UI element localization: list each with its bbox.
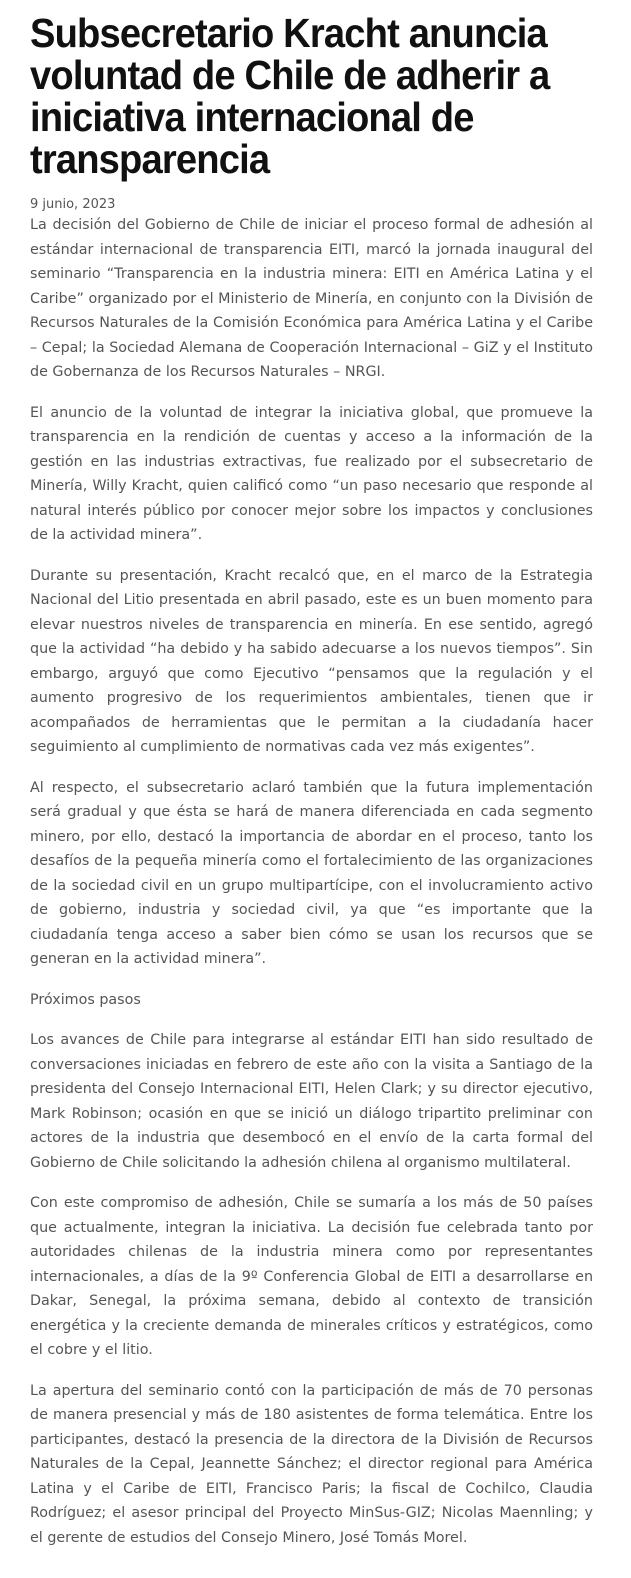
article-paragraph: La decisión del Gobierno de Chile de iniciar el proceso formal de adhesión al estándar internacional de transparencia EITI, marcó la jornada inaugural del seminario “Transparencia en la industria minera: EITI en América Latina y el Caribe” organizado por el Ministerio de Minería, en conjunto con la División de Recursos Naturales de la Comisión Económica para América Latina y el Caribe – Cepal; la Sociedad Alemana de Cooperación Internacional – GiZ y el Instituto de Gobernanza de los Recursos Naturales – NRGI. bbox=[30, 217, 593, 380]
article-date: 9 junio, 2023 bbox=[30, 197, 116, 212]
article-paragraph: Los avances de Chile para integrarse al estándar EITI han sido resultado de conversaciones iniciadas en febrero de este año con la visita a Santiago de la presidenta del Consejo Internacional EITI, Helen Clark; y su director ejecutivo, Mark Robinson; ocasión en que se inició un diálogo tripartito preliminar con actores de la industria que desembocó en el envío de la carta formal del Gobierno de Chile solicitando la adhesión chilena al organismo multilateral. bbox=[30, 1032, 593, 1171]
article-paragraph: Al respecto, el subsecretario aclaró también que la futura implementación será gradual y que ésta se hará de manera diferenciada en cada segmento minero, por ello, destacó la importancia de abordar en el proceso, tanto los desafíos de la pequeña minería como el fortalecimiento de las organizaciones de la sociedad civil en un grupo multipartícipe, con el involucramiento activo de gobierno, industria y sociedad civil, ya que “es importante que la ciudadanía tenga acceso a saber bien cómo se usan los recursos que se generan en la actividad minera”. bbox=[30, 779, 593, 967]
article-paragraph: Con este compromiso de adhesión, Chile se sumaría a los más de 50 países que actualmente, integran la iniciativa. La decisión fue celebrada tanto por autoridades chilenas de la industria minera como por representantes internacionales, a días de la 9º Conferencia Global de EITI a desarrollarse en Dakar, Senegal, la próxima semana, debido al contexto de transición energética y la creciente demanda de minerales críticos y estratégicos, como el cobre y el litio. bbox=[30, 1195, 593, 1358]
section-subheading: Próximos pasos bbox=[30, 991, 141, 1008]
article-title: Subsecretario Kracht anuncia voluntad de Chile de adherir a iniciativa internacional de transparencia bbox=[30, 10, 550, 182]
article-paragraph: La apertura del seminario contó con la participación de más de 70 personas de manera presencial y más de 180 asistentes de forma telemática. Entre los participantes, destacó la presencia de la directora de la División de Recursos Naturales de la Cepal, Jeannette Sánchez; el director regional para América Latina y el Caribe de EITI, Francisco Paris; la fiscal de Cochilco, Claudia Rodríguez; el asesor principal del Proyecto MinSus-GIZ; Nicolas Maennling; y el gerente de estudios del Consejo Minero, José Tomás Morel. bbox=[30, 1382, 593, 1546]
article-paragraph: Durante su presentación, Kracht recalcó que, en el marco de la Estrategia Nacional del Litio presentada en abril pasado, este es un buen momento para elevar nuestros niveles de transparencia en minería. En ese sentido, agregó que la actividad “ha debido y ha sabido adecuarse a los nuevos tiempos”. Sin embargo, arguyó que como Ejecutivo “pensamos que la regulación y el aumento progresivo de los requerimientos ambientales, tienen que ir acompañados de herramientas que le permitan a la ciudadanía hacer seguimiento al cumplimiento de normativas cada vez más exigentes”. bbox=[30, 567, 593, 755]
article-paragraph: El anuncio de la voluntad de integrar la iniciativa global, que promueve la transparencia en la rendición de cuentas y acceso a la información de la gestión en las industrias extractivas, fue realizado por el subsecretario de Minería, Willy Kracht, quien calificó como “un paso necesario que responde al natural interés público por conocer mejor sobre los impactos y conclusiones de la actividad minera”. bbox=[30, 404, 593, 543]
